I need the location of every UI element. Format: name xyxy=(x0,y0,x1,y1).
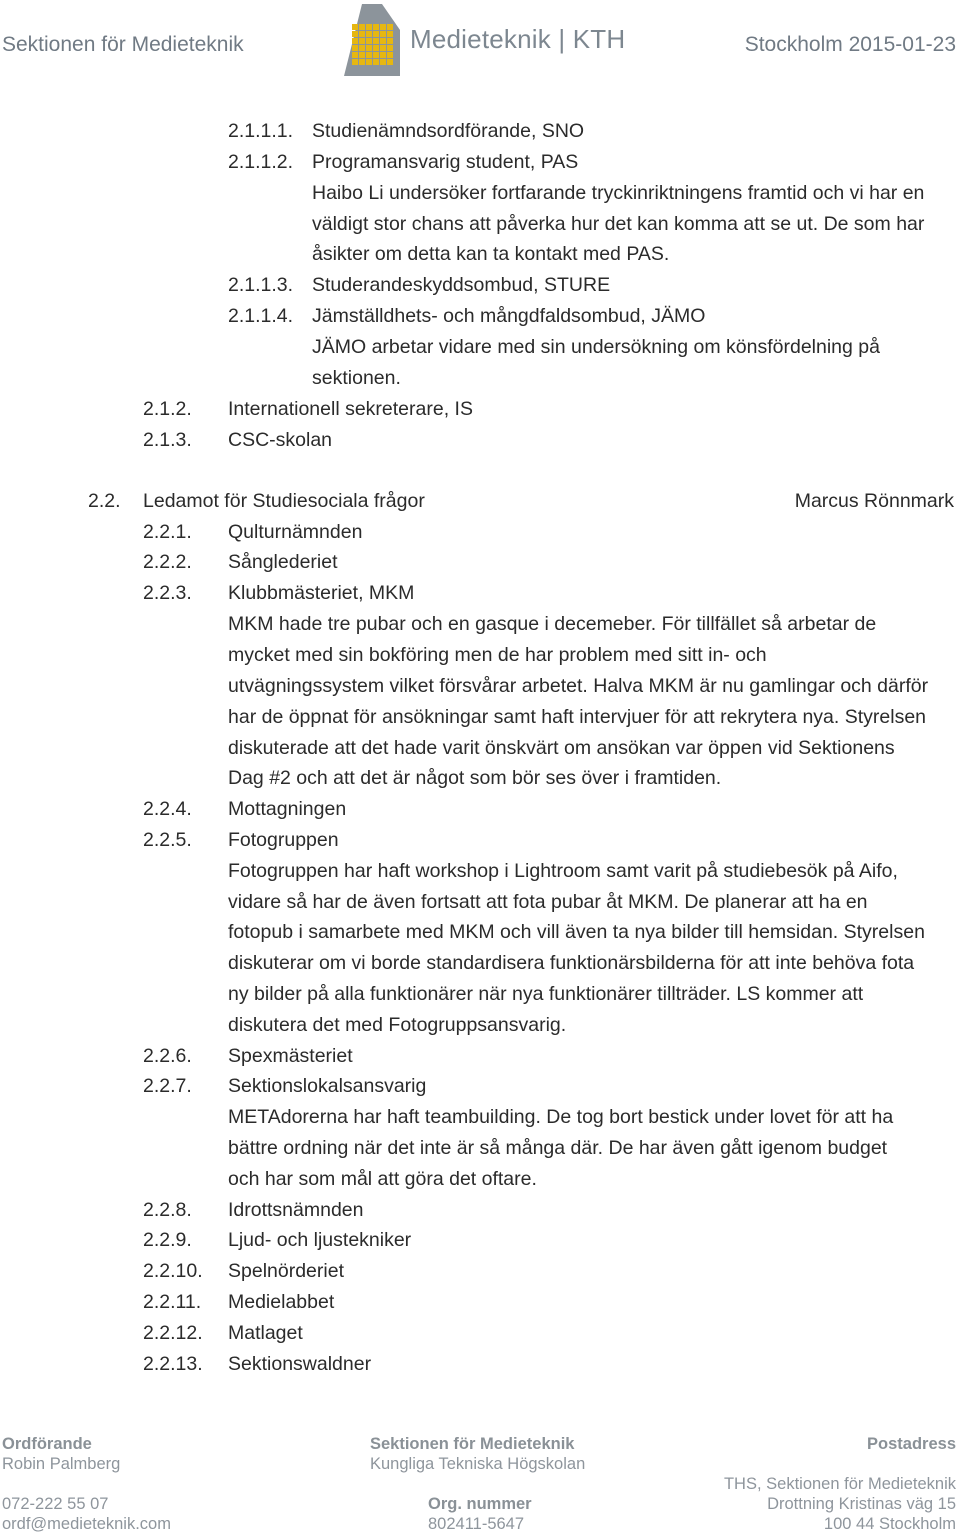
responsible-person: Marcus Rönnmark xyxy=(794,490,954,512)
footer-chair-heading: Ordförande xyxy=(2,1435,92,1453)
section-number: 2.1.1.3. xyxy=(228,274,294,296)
section-title: Mottagningen xyxy=(228,798,347,820)
paragraph-line: METAdorerna har haft teambuilding. De tog bort bestick under lovet för att ha xyxy=(228,1106,894,1128)
paragraph-line: väldigt stor chans att påverka hur det kan komma att se ut. De som har xyxy=(312,213,925,235)
paragraph-line: fotopub i samarbete med MKM och vill även ta nya bilder till hemsidan. Styrelsen xyxy=(228,921,925,943)
section-number: 2.1.2. xyxy=(143,398,192,420)
footer-chair-name: Robin Palmberg xyxy=(2,1455,121,1473)
paragraph-line: MKM hade tre pubar och en gasque i decemeber. För tillfället så arbetar de xyxy=(228,613,877,635)
kth-medieteknik-logo xyxy=(338,0,628,80)
section-title: Klubbmästeriet, MKM xyxy=(228,582,415,604)
section-number: 2.2.1. xyxy=(143,521,192,543)
section-number: 2.2.3. xyxy=(143,582,192,604)
section-title: Spexmästeriet xyxy=(228,1045,353,1067)
section-number: 2.2.6. xyxy=(143,1045,192,1067)
paragraph-line: har de öppnat för ansökningar samt haft intervjuer för att rekrytera nya. Styrelsen xyxy=(228,706,927,728)
section-title: Internationell sekreterare, IS xyxy=(228,398,473,420)
section-title: Jämställdhets- och mångdfaldsombud, JÄMO xyxy=(312,305,706,327)
footer-university: Kungliga Tekniska Högskolan xyxy=(370,1455,586,1473)
paragraph-line: Dag #2 och att det är något som bör ses över i framtiden. xyxy=(228,767,722,789)
footer-org-number: 802411-5647 xyxy=(428,1515,525,1533)
section-number: 2.2.12. xyxy=(143,1322,203,1344)
section-title: Spelnörderiet xyxy=(228,1260,344,1282)
section-number: 2.1.1.1. xyxy=(228,120,294,142)
paragraph-line: sektionen. xyxy=(312,367,401,389)
section-title: CSC-skolan xyxy=(228,429,333,451)
footer-chair-email[interactable]: ordf@medieteknik.com xyxy=(2,1515,171,1533)
header-section-name: Sektionen för Medieteknik xyxy=(2,33,244,56)
footer-org-heading: Sektionen för Medieteknik xyxy=(370,1435,575,1453)
logo-emblem-icon xyxy=(338,0,408,80)
footer-postal-line1: THS, Sektionen för Medieteknik xyxy=(723,1475,956,1493)
section-number: 2.2.13. xyxy=(143,1353,203,1375)
paragraph-line: vidare så har de även fortsatt att fota pubar åt MKM. De planerar att ha en xyxy=(228,891,868,913)
section-title: Studerandeskyddsombud, STURE xyxy=(312,274,611,296)
section-title: Fotogruppen xyxy=(228,829,339,851)
section-title: Sektionswaldner xyxy=(228,1353,372,1375)
section-number: 2.2.10. xyxy=(143,1260,203,1282)
section-title: Ljud- och ljustekniker xyxy=(228,1229,412,1251)
section-title: Sånglederiet xyxy=(228,551,338,573)
paragraph-line: diskuterar om vi borde standardisera funktionärsbilderna för att inte behöva fota xyxy=(228,952,915,974)
paragraph-line: JÄMO arbetar vidare med sin undersökning om könsfördelning på xyxy=(312,336,880,358)
section-number: 2.1.1.4. xyxy=(228,305,294,327)
section-number: 2.2.2. xyxy=(143,551,192,573)
paragraph-line: Fotogruppen har haft workshop i Lightroom samt varit på studiebesök på Aifo, xyxy=(228,860,898,882)
section-number: 2.2.11. xyxy=(143,1291,202,1313)
section-number: 2.2.9. xyxy=(143,1229,192,1251)
section-title: Sektionslokalsansvarig xyxy=(228,1075,427,1097)
section-number: 2.2.5. xyxy=(143,829,192,851)
section-number: 2.2.8. xyxy=(143,1199,192,1221)
paragraph-line: mycket med sin bokföring men de har problem med sitt in- och xyxy=(228,644,767,666)
footer-postal-heading: Postadress xyxy=(867,1435,956,1453)
section-title: Matlaget xyxy=(228,1322,303,1344)
section-title: Qulturnämnden xyxy=(228,521,363,543)
section-title: Ledamot för Studiesociala frågor xyxy=(143,490,425,512)
section-number: 2.2.4. xyxy=(143,798,192,820)
paragraph-line: åsikter om detta kan ta kontakt med PAS. xyxy=(312,243,670,265)
section-number: 2.2. xyxy=(88,490,121,512)
paragraph-line: och har som mål att göra det oftare. xyxy=(228,1168,537,1190)
logo-text: Medieteknik | KTH xyxy=(410,24,626,54)
paragraph-line: utvägningssystem vilket försvårar arbetet. Halva MKM är nu gamlingar och därför xyxy=(228,675,929,697)
section-title: Medielabbet xyxy=(228,1291,335,1313)
paragraph-line: Haibo Li undersöker fortfarande tryckinriktningens framtid och vi har en xyxy=(312,182,925,204)
section-number: 2.2.7. xyxy=(143,1075,192,1097)
paragraph-line: diskuterade att det hade varit önskvärt om ansökan var öppen vid Sektionens xyxy=(228,737,895,759)
section-title: Studienämndsordförande, SNO xyxy=(312,120,585,142)
header-date: Stockholm 2015-01-23 xyxy=(744,33,956,56)
footer-org-number-label: Org. nummer xyxy=(428,1495,532,1513)
section-number: 2.1.1.2. xyxy=(228,151,294,173)
section-title: Idrottsnämnden xyxy=(228,1199,364,1221)
footer-chair-phone: 072-222 55 07 xyxy=(2,1495,109,1513)
paragraph-line: bättre ordning när det inte är så många där. De har även gått igenom budget xyxy=(228,1137,888,1159)
footer-postal-line3: 100 44 Stockholm xyxy=(823,1515,956,1533)
paragraph-line: ny bilder på alla funktionärer när nya funktionärer tillträder. LS kommer att xyxy=(228,983,864,1005)
section-number: 2.1.3. xyxy=(143,429,192,451)
footer-postal-line2: Drottning Kristinas väg 15 xyxy=(767,1495,956,1513)
section-title: Programansvarig student, PAS xyxy=(312,151,579,173)
paragraph-line: diskutera det med Fotogruppsansvarig. xyxy=(228,1014,567,1036)
